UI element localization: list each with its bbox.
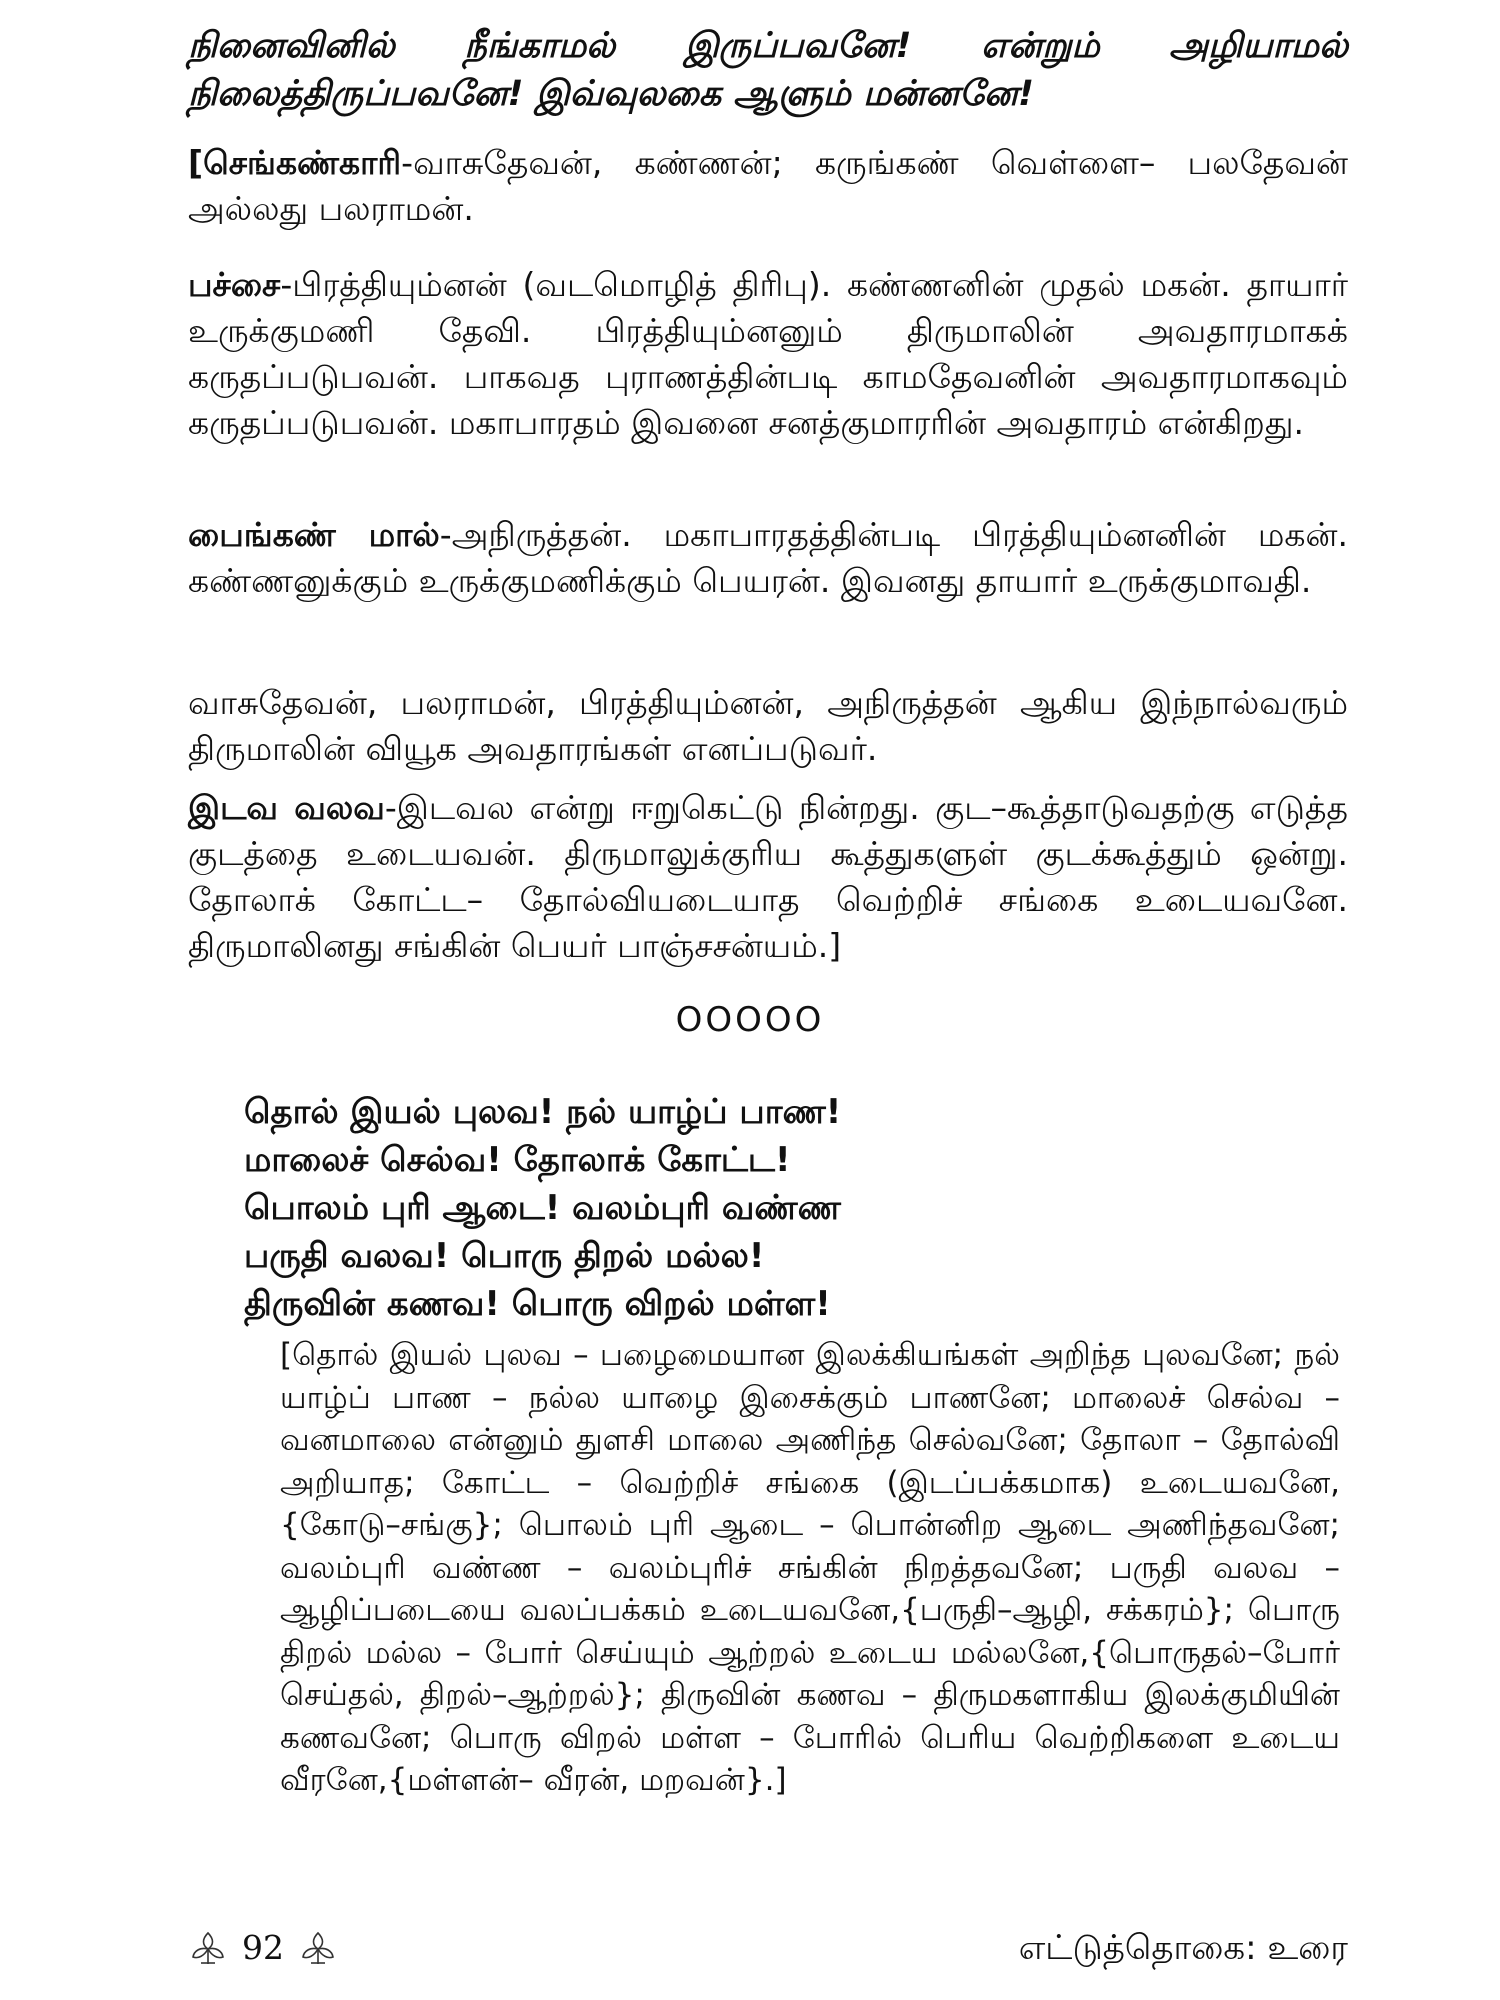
note-paragraph (188, 785, 1348, 969)
verse-line: மாலைச் செல்வ! தோலாக் கோட்ட! (244, 1140, 791, 1180)
note-term: [செங்கண்காரி (188, 143, 402, 182)
note-paragraph (188, 262, 1348, 446)
book-title: எட்டுத்தொகை: உரை (1018, 1928, 1348, 1968)
verse-line: திருவின் கணவ! பொரு விறல் மள்ள! (244, 1284, 831, 1324)
note-text: வாசுதேவன், பலராமன், பிரத்தியும்னன், அநிருத்தன் ஆகிய இந்நால்வரும் திருமாலின் வியூக அவதாரங்கள் எனப்படுவர். (188, 683, 1348, 768)
verse-line: பருதி வலவ! பொரு திறல் மல்ல! (244, 1236, 765, 1276)
note-text: -அநிருத்தன். மகாபாரதத்தின்படி பிரத்தியும்னனின் மகன். கண்ணனுக்கும் உருக்குமணிக்கும் பெயரன். இவனது தாயார் உருக்குமாவதி. (188, 515, 1348, 600)
note-text: -இடவல என்று ஈறுகெட்டு நின்றது. குட–கூத்தாடுவதற்கு எடுத்த குடத்தை உடையவன். திருமாலுக்குரிய கூத்துகளுள் குடக்கூத்தும் ஒன்று. தோலாக் கோட்ட– தோல்வியடையாத வெற்றிச் சங்கை உடையவனே. திருமாலினது சங்கின் பெயர் பாஞ்சசன்யம்.] (188, 788, 1348, 965)
fleur-ornament-icon (298, 1929, 338, 1967)
page-number-group (188, 1928, 338, 1967)
note-term: பச்சை (188, 265, 281, 304)
verse-block (244, 1088, 1144, 1328)
section-separator: OOOOO (675, 1000, 825, 1040)
note-paragraph (188, 680, 1348, 772)
note-text: -பிரத்தியும்னன் (வடமொழித் திரிபு). கண்ணனின் முதல் மகன். தாயார் உருக்குமணி தேவி. பிரத்தியும்னனும் திருமாலின் அவதாரமாகக் கருதப்படுபவன். பாகவத புராணத்தின்படி காமதேவனின் அவதாரமாகவும் கருதப்படுபவன். மகாபாரதம் இவனை சனத்குமாரரின் அவதாரம் என்கிறது. (188, 265, 1348, 442)
verse-line: பொலம் புரி ஆடை! வலம்புரி வண்ண (244, 1188, 841, 1228)
intro-text: நினைவினில் நீங்காமல் இருப்பவனே! என்றும் அழியாமல் நிலைத்திருப்பவனே! இவ்வுலகை ஆளும் மன்னனே! (188, 26, 1348, 114)
note-term: இடவ வலவ (188, 788, 385, 827)
note-term: பைங்கண் மால் (188, 515, 440, 554)
note-text: -வாசுதேவன், கண்ணன்; கருங்கண் வெள்ளை– பலதேவன் அல்லது பலராமன். (188, 143, 1348, 228)
note-paragraph (188, 512, 1348, 604)
page-number: 92 (242, 1928, 284, 1967)
fleur-ornament-icon (188, 1929, 228, 1967)
verse-line: தொல் இயல் புலவ! நல் யாழ்ப் பாண! (244, 1092, 842, 1132)
page-footer (188, 1928, 1348, 1976)
commentary-text: [தொல் இயல் புலவ – பழைமையான இலக்கியங்கள் அறிந்த புலவனே; நல் யாழ்ப் பாண – நல்ல யாழை இசைக்கும் பாணனே; மாலைச் செல்வ – வனமாலை என்னும் துளசி மாலை அணிந்த செல்வனே; தோலா – தோல்வி அறியாத; கோட்ட – வெற்றிச் சங்கை (இடப்பக்கமாக) உடையவனே,{கோடு–சங்கு}; பொலம் புரி ஆடை – பொன்னிற ஆடை அணிந்தவனே; வலம்புரி வண்ண – வலம்புரிச் சங்கின் நிறத்தவனே; பருதி வலவ – ஆழிப்படையை வலப்பக்கம் உடையவனே,{பருதி–ஆழி, சக்கரம்}; பொரு திறல் மல்ல – போர் செய்யும் ஆற்றல் உடைய மல்லனே,{பொருதல்–போர் செய்தல், திறல்–ஆற்றல்}; திருவின் கணவ – திருமகளாகிய இலக்குமியின் கணவனே; பொரு விறல் மள்ள – போரில் பெரிய வெற்றிகளை உடைய வீரனே,{மள்ளன்– வீரன், மறவன்}.] (280, 1337, 1340, 1798)
note-paragraph (188, 140, 1348, 232)
